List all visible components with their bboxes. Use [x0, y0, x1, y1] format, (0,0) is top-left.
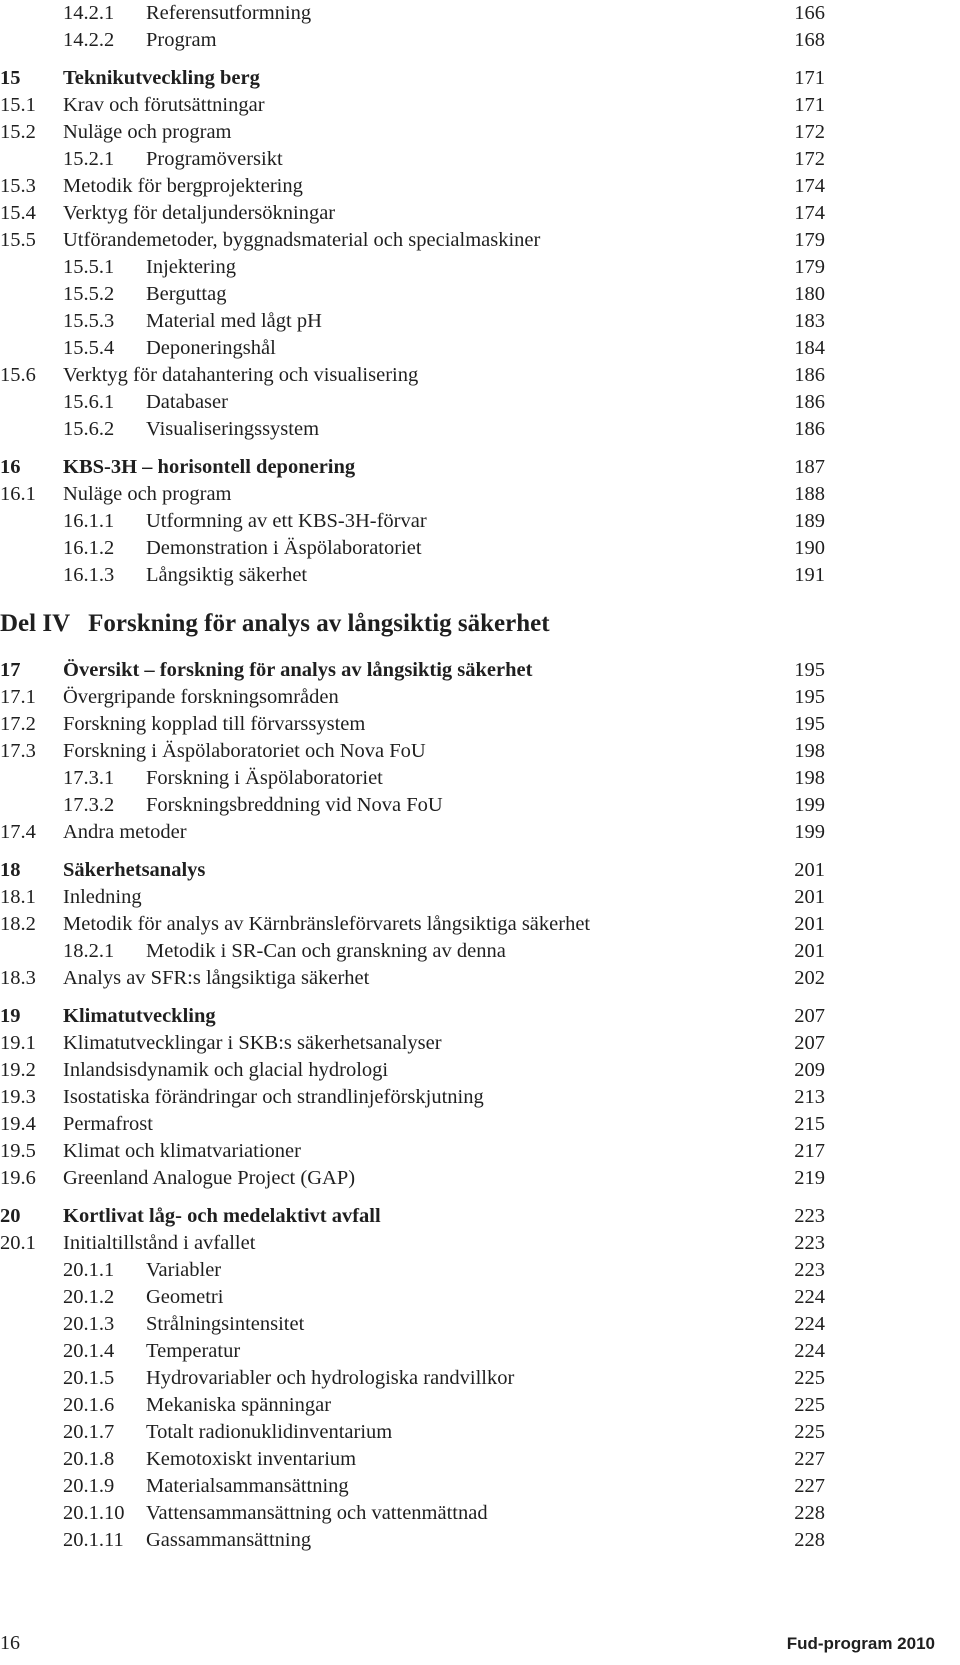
- toc-subsection-entry[interactable]: [0, 1500, 960, 1527]
- toc-entry-page: 199: [794, 821, 825, 843]
- toc-entry-number: 20.1.2: [63, 1286, 115, 1308]
- toc-entry-number: 15.6.1: [63, 391, 115, 413]
- toc-entry-number: 20.1.11: [63, 1529, 124, 1551]
- toc-entry-title: Metodik i SR-Can och granskning av denna: [146, 940, 506, 962]
- toc-entry-number: 14.2.2: [63, 29, 115, 51]
- toc-entry-title: Forskning i Äspölaboratoriet: [146, 767, 383, 789]
- toc-entry-number: 15.2.1: [63, 148, 115, 170]
- toc-entry-number: 18.2.1: [63, 940, 115, 962]
- toc-entry-page: 186: [794, 391, 825, 413]
- toc-entry-number: 15.5.2: [63, 283, 115, 305]
- toc-entry-title: Analys av SFR:s långsiktiga säkerhet: [63, 967, 370, 989]
- toc-entry-page: 172: [794, 148, 825, 170]
- toc-entry-page: 188: [794, 483, 825, 505]
- toc-subsection-entry[interactable]: [0, 254, 960, 281]
- toc-entry-number: 15.1: [0, 94, 36, 116]
- toc-entry-page: 191: [794, 564, 825, 586]
- toc-entry-title: Inlandsisdynamik och glacial hydrologi: [63, 1059, 389, 1081]
- toc-entry-number: 20.1.5: [63, 1367, 115, 1389]
- toc-entry-number: 18.2: [0, 913, 36, 935]
- toc-entry-title: Material med lågt pH: [146, 310, 322, 332]
- toc-entry-page: 186: [794, 364, 825, 386]
- toc-section-entry[interactable]: [0, 1111, 960, 1138]
- toc-entry-page: 174: [794, 202, 825, 224]
- toc-entry-page: 179: [794, 256, 825, 278]
- toc-entry-number: 20: [0, 1205, 21, 1227]
- toc-entry-number: 15.5.3: [63, 310, 115, 332]
- toc-entry-number: 17.3.1: [63, 767, 115, 789]
- toc-entry-number: 17.3: [0, 740, 36, 762]
- toc-entry-title: Databaser: [146, 391, 228, 413]
- toc-entry-page: 207: [794, 1005, 825, 1027]
- toc-section-entry[interactable]: [0, 965, 960, 992]
- toc-entry-title: Isostatiska förändringar och strandlinjeförskjutning: [63, 1086, 484, 1108]
- footer-publication-title: Fud-program 2010: [786, 1634, 935, 1653]
- toc-subsection-entry[interactable]: [0, 535, 960, 562]
- toc-subsection-entry[interactable]: [0, 0, 960, 27]
- toc-entry-page: 171: [794, 94, 825, 116]
- toc-section-entry[interactable]: [0, 1138, 960, 1165]
- toc-subsection-entry[interactable]: [0, 416, 960, 443]
- toc-entry-page: 201: [794, 859, 825, 881]
- toc-entry-number: 16.1: [0, 483, 36, 505]
- toc-subsection-entry[interactable]: [0, 281, 960, 308]
- toc-entry-title: Nuläge och program: [63, 483, 232, 505]
- toc-subsection-entry[interactable]: [0, 389, 960, 416]
- toc-section-entry[interactable]: [0, 819, 960, 846]
- toc-section-entry[interactable]: [0, 1084, 960, 1111]
- toc-entry-title: Forskning för analys av långsiktig säkerhet: [88, 610, 550, 637]
- toc-entry-page: 190: [794, 537, 825, 559]
- toc-entry-number: 15: [0, 67, 21, 89]
- toc-entry-page: 227: [794, 1448, 825, 1470]
- toc-entry-number: Del IV: [0, 610, 71, 637]
- toc-subsection-entry[interactable]: [0, 1392, 960, 1419]
- toc-entry-title: Totalt radionuklidinventarium: [146, 1421, 393, 1443]
- toc-entry-number: 16.1.3: [63, 564, 115, 586]
- toc-entry-title: Inledning: [63, 886, 142, 908]
- toc-entry-title: Program: [146, 29, 217, 51]
- toc-subsection-entry[interactable]: [0, 1365, 960, 1392]
- toc-subsection-entry[interactable]: [0, 1446, 960, 1473]
- toc-entry-number: 18: [0, 859, 21, 881]
- toc-entry-title: Klimatutveckling: [63, 1005, 216, 1027]
- toc-entry-number: 17.1: [0, 686, 36, 708]
- toc-subsection-entry[interactable]: [0, 146, 960, 173]
- toc-entry-number: 15.5: [0, 229, 36, 251]
- toc-section-entry[interactable]: [0, 684, 960, 711]
- toc-entry-title: Hydrovariabler och hydrologiska randvillkor: [146, 1367, 515, 1389]
- toc-section-entry[interactable]: [0, 1030, 960, 1057]
- toc-entry-page: 228: [794, 1529, 825, 1551]
- toc-entry-title: Övergripande forskningsområden: [63, 686, 339, 708]
- toc-entry-number: 20.1.4: [63, 1340, 115, 1362]
- toc-entry-page: 224: [794, 1313, 825, 1335]
- toc-entry-page: 166: [794, 2, 825, 24]
- toc-entry-number: 19: [0, 1005, 21, 1027]
- toc-entry-title: Översikt – forskning för analys av långsiktig säkerhet: [63, 659, 533, 681]
- toc-entry-page: 198: [794, 740, 825, 762]
- toc-entry-title: Variabler: [146, 1259, 222, 1281]
- toc-entry-page: 189: [794, 510, 825, 532]
- toc-entry-number: 20.1.9: [63, 1475, 115, 1497]
- toc-section-entry[interactable]: [0, 227, 960, 254]
- toc-section-entry[interactable]: [0, 362, 960, 389]
- toc-entry-page: 225: [794, 1394, 825, 1416]
- toc-entry-title: Gassammansättning: [146, 1529, 312, 1551]
- toc-entry-page: 195: [794, 713, 825, 735]
- toc-subsection-entry[interactable]: [0, 508, 960, 535]
- toc-entry-number: 20.1: [0, 1232, 36, 1254]
- toc-subsection-entry[interactable]: [0, 1473, 960, 1500]
- toc-chapter-entry[interactable]: [0, 65, 960, 92]
- toc-section-entry[interactable]: [0, 200, 960, 227]
- toc-entry-page: 168: [794, 29, 825, 51]
- toc-entry-title: Utförandemetoder, byggnadsmaterial och specialmaskiner: [63, 229, 541, 251]
- toc-entry-number: 19.2: [0, 1059, 36, 1081]
- toc-entry-number: 15.6.2: [63, 418, 115, 440]
- toc-entry-page: 209: [794, 1059, 825, 1081]
- toc-section-entry[interactable]: [0, 92, 960, 119]
- toc-entry-page: 215: [794, 1113, 825, 1135]
- toc-entry-title: Kemotoxiskt inventarium: [146, 1448, 357, 1470]
- toc-subsection-entry[interactable]: [0, 792, 960, 819]
- page-footer: [0, 1630, 935, 1660]
- toc-entry-title: Demonstration i Äspölaboratoriet: [146, 537, 422, 559]
- toc-entry-page: 224: [794, 1340, 825, 1362]
- toc-chapter-entry[interactable]: [0, 1003, 960, 1030]
- toc-entry-title: Andra metoder: [63, 821, 187, 843]
- toc-entry-title: Kortlivat låg- och medelaktivt avfall: [63, 1205, 381, 1227]
- toc-entry-page: 180: [794, 283, 825, 305]
- toc-entry-title: Klimatutvecklingar i SKB:s säkerhetsanalyser: [63, 1032, 442, 1054]
- toc-entry-page: 186: [794, 418, 825, 440]
- toc-entry-page: 217: [794, 1140, 825, 1162]
- toc-entry-number: 20.1.6: [63, 1394, 115, 1416]
- toc-entry-page: 224: [794, 1286, 825, 1308]
- toc-chapter-entry[interactable]: [0, 857, 960, 884]
- toc-entry-number: 16.1.2: [63, 537, 115, 559]
- toc-entry-title: Mekaniska spänningar: [146, 1394, 332, 1416]
- toc-entry-number: 20.1.8: [63, 1448, 115, 1470]
- toc-section-entry[interactable]: [0, 119, 960, 146]
- toc-subsection-entry[interactable]: [0, 1338, 960, 1365]
- toc-chapter-entry[interactable]: [0, 1203, 960, 1230]
- toc-entry-page: 198: [794, 767, 825, 789]
- toc-entry-number: 20.1.7: [63, 1421, 115, 1443]
- toc-entry-title: Greenland Analogue Project (GAP): [63, 1167, 356, 1189]
- toc-entry-page: 228: [794, 1502, 825, 1524]
- toc-entry-title: Metodik för analys av Kärnbränsleförvarets långsiktiga säkerhet: [63, 913, 591, 935]
- toc-entry-number: 20.1.3: [63, 1313, 115, 1335]
- toc-entry-page: 195: [794, 686, 825, 708]
- toc-entry-page: 207: [794, 1032, 825, 1054]
- toc-entry-number: 15.5.1: [63, 256, 115, 278]
- toc-subsection-entry[interactable]: [0, 765, 960, 792]
- toc-entry-title: Geometri: [146, 1286, 224, 1308]
- toc-subsection-entry[interactable]: [0, 1419, 960, 1446]
- toc-entry-page: 201: [794, 886, 825, 908]
- toc-entry-page: 219: [794, 1167, 825, 1189]
- toc-entry-number: 15.4: [0, 202, 36, 224]
- toc-entry-page: 171: [794, 67, 825, 89]
- toc-entry-page: 223: [794, 1205, 825, 1227]
- toc-entry-title: Forskningsbreddning vid Nova FoU: [146, 794, 443, 816]
- toc-entry-title: Forskning i Äspölaboratoriet och Nova FoU: [63, 740, 426, 762]
- toc-part-heading: [0, 602, 960, 646]
- toc-entry-number: 14.2.1: [63, 2, 115, 24]
- toc-entry-number: 17: [0, 659, 21, 681]
- toc-entry-number: 15.5.4: [63, 337, 115, 359]
- toc-entry-page: 201: [794, 913, 825, 935]
- toc-subsection-entry[interactable]: [0, 335, 960, 362]
- toc-entry-title: Temperatur: [146, 1340, 241, 1362]
- toc-entry-title: Säkerhetsanalys: [63, 859, 206, 881]
- toc-section-entry[interactable]: [0, 173, 960, 200]
- toc-section-entry[interactable]: [0, 1230, 960, 1257]
- toc-section-entry[interactable]: [0, 1057, 960, 1084]
- toc-entry-page: 172: [794, 121, 825, 143]
- toc-section-entry[interactable]: [0, 738, 960, 765]
- toc-subsection-entry[interactable]: [0, 562, 960, 589]
- toc-entry-title: Deponeringshål: [146, 337, 276, 359]
- toc-entry-number: 15.3: [0, 175, 36, 197]
- footer-page-number: 16: [0, 1632, 20, 1654]
- toc-entry-page: 213: [794, 1086, 825, 1108]
- toc-entry-page: 225: [794, 1421, 825, 1443]
- toc-entry-title: Klimat och klimatvariationer: [63, 1140, 301, 1162]
- toc-entry-title: Verktyg för detaljundersökningar: [63, 202, 336, 224]
- toc-entry-page: 202: [794, 967, 825, 989]
- toc-entry-number: 19.6: [0, 1167, 36, 1189]
- toc-entry-number: 15.6: [0, 364, 36, 386]
- toc-entry-page: 183: [794, 310, 825, 332]
- toc-entry-title: Materialsammansättning: [146, 1475, 349, 1497]
- toc-entry-number: 17.3.2: [63, 794, 115, 816]
- toc-entry-title: Metodik för bergprojektering: [63, 175, 303, 197]
- toc-entry-title: Berguttag: [146, 283, 227, 305]
- toc-entry-title: Referensutformning: [146, 2, 312, 24]
- toc-entry-number: 19.4: [0, 1113, 36, 1135]
- toc-entry-title: Teknikutveckling berg: [63, 67, 260, 89]
- toc-entry-title: Injektering: [146, 256, 236, 278]
- toc-section-entry[interactable]: [0, 911, 960, 938]
- toc-subsection-entry[interactable]: [0, 938, 960, 965]
- toc-entry-number: 15.2: [0, 121, 36, 143]
- toc-section-entry[interactable]: [0, 481, 960, 508]
- toc-entry-page: 174: [794, 175, 825, 197]
- toc-subsection-entry[interactable]: [0, 1527, 960, 1554]
- toc-subsection-entry[interactable]: [0, 1311, 960, 1338]
- toc-entry-page: 223: [794, 1232, 825, 1254]
- toc-entry-number: 19.5: [0, 1140, 36, 1162]
- toc-entry-title: Visualiseringssystem: [146, 418, 320, 440]
- toc-chapter-entry[interactable]: [0, 454, 960, 481]
- toc-entry-number: 18.1: [0, 886, 36, 908]
- toc-entry-title: Initialtillstånd i avfallet: [63, 1232, 256, 1254]
- toc-entry-number: 18.3: [0, 967, 36, 989]
- toc-entry-page: 201: [794, 940, 825, 962]
- toc-entry-number: 16.1.1: [63, 510, 115, 532]
- toc-entry-title: Permafrost: [63, 1113, 153, 1135]
- toc-entry-page: 225: [794, 1367, 825, 1389]
- toc-entry-title: Långsiktig säkerhet: [146, 564, 308, 586]
- toc-entry-number: 19.1: [0, 1032, 36, 1054]
- toc-entry-title: Programöversikt: [146, 148, 283, 170]
- toc-entry-title: Forskning kopplad till förvarssystem: [63, 713, 366, 735]
- toc-entry-number: 20.1.1: [63, 1259, 115, 1281]
- toc-entry-page: 227: [794, 1475, 825, 1497]
- toc-entry-title: Verktyg för datahantering och visualisering: [63, 364, 419, 386]
- toc-entry-title: Vattensammansättning och vattenmättnad: [146, 1502, 488, 1524]
- toc-entry-number: 17.2: [0, 713, 36, 735]
- toc-entry-number: 16: [0, 456, 21, 478]
- toc-entry-number: 19.3: [0, 1086, 36, 1108]
- toc-subsection-entry[interactable]: [0, 308, 960, 335]
- toc-entry-page: 187: [794, 456, 825, 478]
- toc-section-entry[interactable]: [0, 1165, 960, 1192]
- toc-subsection-entry[interactable]: [0, 1257, 960, 1284]
- toc-entry-title: Krav och förutsättningar: [63, 94, 265, 116]
- toc-chapter-entry[interactable]: [0, 657, 960, 684]
- toc-entry-title: Strålningsintensitet: [146, 1313, 305, 1335]
- toc-subsection-entry[interactable]: [0, 27, 960, 54]
- toc-entry-title: Nuläge och program: [63, 121, 232, 143]
- toc-entry-number: 20.1.10: [63, 1502, 125, 1524]
- toc-entry-number: 17.4: [0, 821, 36, 843]
- toc-subsection-entry[interactable]: [0, 1284, 960, 1311]
- toc-entry-page: 179: [794, 229, 825, 251]
- toc-section-entry[interactable]: [0, 884, 960, 911]
- toc-entry-page: 184: [794, 337, 825, 359]
- toc-entry-title: Utformning av ett KBS-3H-förvar: [146, 510, 427, 532]
- toc-entry-title: KBS-3H – horisontell deponering: [63, 456, 356, 478]
- toc-section-entry[interactable]: [0, 711, 960, 738]
- toc-entry-page: 199: [794, 794, 825, 816]
- toc-entry-page: 195: [794, 659, 825, 681]
- toc-entry-page: 223: [794, 1259, 825, 1281]
